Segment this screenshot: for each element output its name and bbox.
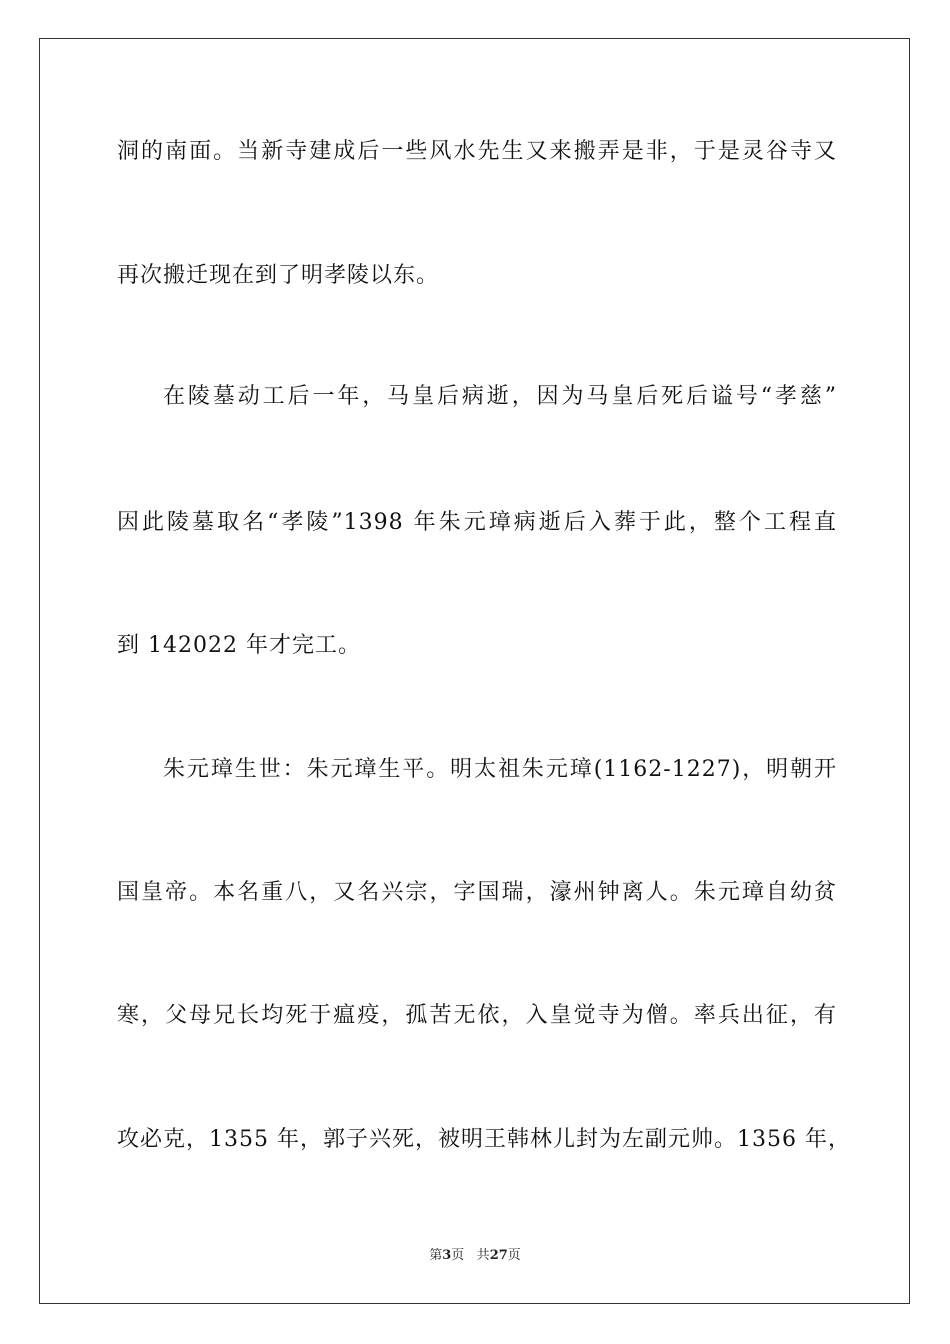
text-line: 再次搬迁现在到了明孝陵以东。 [117,263,440,288]
text-line: 攻必克，1355 年，郭子兴死，被明王韩林儿封为左副元帅。1356 年， [117,1127,851,1152]
page-suffix: 页 [451,1248,465,1263]
paragraph-first-line: 在陵墓动工后一年，马皇后病逝，因为马皇后死后谥号“孝慈” [163,384,837,409]
text-line: 到 142022 年才完工。 [117,633,361,658]
text-line: 洞的南面。当新寺建成后一些风水先生又来搬弄是非，于是灵谷寺又 [117,139,837,164]
page-number: 3 [442,1248,452,1263]
text-line: 因此陵墓取名“孝陵”1398 年朱元璋病逝后入葬于此，整个工程直 [117,510,837,535]
paragraph-first-line: 朱元璋生世：朱元璋生平。明太祖朱元璋(1162-1227)，明朝开 [163,757,837,782]
total-suffix: 页 [507,1248,521,1263]
page-prefix: 第 [429,1248,443,1263]
text-line: 国皇帝。本名重八，又名兴宗，字国瑞，濠州钟离人。朱元璋自幼贫 [117,880,837,905]
text-line: 寒，父母兄长均死于瘟疫，孤苦无依，入皇觉寺为僧。率兵出征，有 [117,1003,837,1028]
total-pages: 27 [489,1248,508,1263]
page-footer [0,1247,950,1265]
total-prefix: 共 [476,1248,490,1263]
page-border [39,38,910,1304]
